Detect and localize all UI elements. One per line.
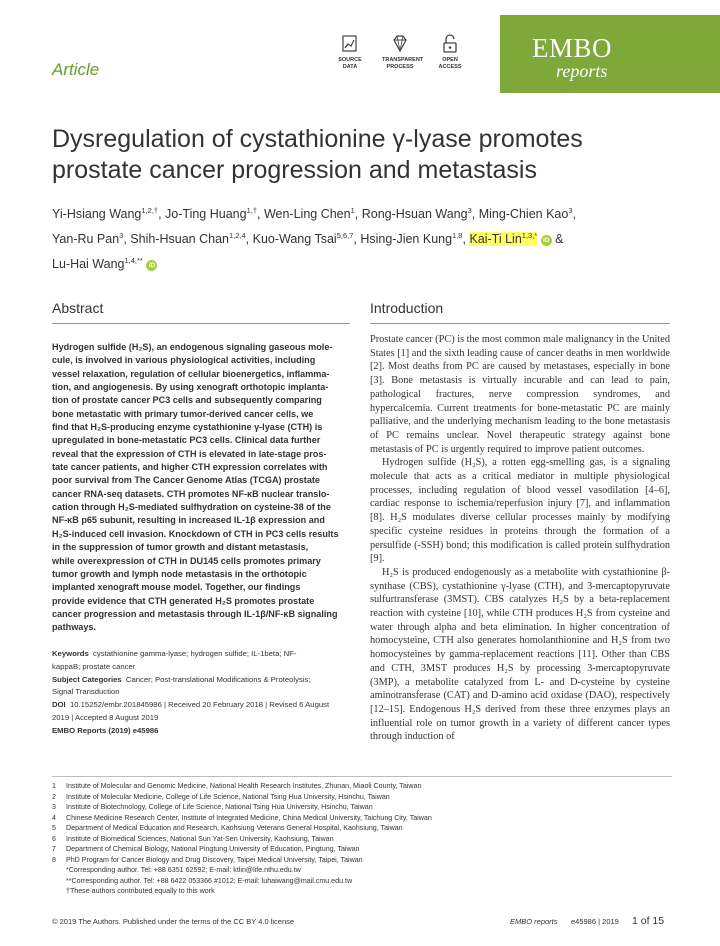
introduction-rule xyxy=(370,323,670,324)
author[interactable]: Kuo-Wang Tsai$^{5,6,7}$ xyxy=(252,231,354,247)
article-title: Dysregulation of cystathionine γ-lyase promotes prostate cancer progression and metastasis xyxy=(52,125,583,184)
introduction-body xyxy=(370,333,670,744)
journal-name: EMBO xyxy=(532,33,613,63)
subject-categories: Subject Categories Cancer; Post-translational Modifications & Proteolysis; xyxy=(52,674,311,684)
author[interactable]: Shih-Hsuan Chan$^{1,2,4}$ xyxy=(130,231,246,247)
source-data-icon xyxy=(341,34,359,54)
corresponding-author: **Corresponding author. Tel: +88 6422 053366 #1012; E-mail: luhaiwang@mail.cmu.edu.tw xyxy=(66,876,353,885)
keywords: Keywords cystathionine gamma-lyase; hydrogen sulfide; IL-1beta; NF- xyxy=(52,649,297,658)
badge-transparent-process[interactable]: TRANSPARENT PROCESS xyxy=(382,34,418,70)
citation: EMBO Reports (2019) e45986 xyxy=(52,725,159,735)
intro-paragraph: Hydrogen sulfide (H₂S), a rotten egg-smelling gas, is a signaling molecule that acts as a critical mediator in multiple physiological processes, including regulation of blood vessel vasodilation [4–6], cardiac response to ischemia/reperfusion injury [7], and inflammation [8]. H₂S modulates diverse cellular processes mainly by modifying specific cysteine residues in proteins through the formation of a persulfide (-SSH) bond; this modification is called protein sulfhydration [9]. xyxy=(370,457,670,565)
article-metadata: Keywords cystathionine gamma-lyase; hydrogen sulfide; IL-1beta; NF- kappaB; prostate cancer Subject Categories Cancer; Post-translational Modifications & Proteolysis; Signal Transduction DOI 10.15252/embr.201845986 | Received 20 February 2018 | Revised 6 August 2019 | Accepted 8 August 2019 EMBO Reports (2019) e45986 xyxy=(52,648,350,738)
equal-contribution-note: †These authors contributed equally to this work xyxy=(66,887,215,895)
article-type-label: Article xyxy=(52,60,100,79)
doi[interactable]: DOI 10.15252/embr.201845986 | Received 20 February 2018 | Revised 6 August xyxy=(52,700,330,710)
footnote-rule xyxy=(52,776,672,777)
intro-paragraph: Prostate cancer (PC) is the most common male malignancy in the United States [1] and the sixth leading cause of cancer deaths in men worldwide [2]. Most deaths from PC are caused by metastases, especially in bone [3]. Bone metastasis is virtually incurable and can lead to pain, pathological fractures, nerve compression syndromes, and hypercalcemia. Current treatments for bone-metastatic PC are mainly palliative, and the underlying mechanism leading to the bone metastasis of PC remains unclear. Novel therapeutic strategy against bone metastasis of PC is urgently required to improve patient outcomes. xyxy=(370,334,670,455)
license-notice: © 2019 The Authors. Published under the terms of the CC BY 4.0 license xyxy=(52,917,295,926)
article-badges xyxy=(332,34,468,70)
orcid-icon[interactable]: iD xyxy=(146,260,157,271)
author[interactable]: Rong-Hsuan Wang$^3$ xyxy=(361,206,472,222)
affiliations: 1 Institute of Molecular and Genomic Medicine, National Health Research Institutes, Zhunan, Miaoli County, Taiwan 2 Institute of Molecular Medicine, College of Life Science, National Tsing Hua University, Hsinchu, Taiwan 3 Institute of Biotechnology, College of Life Science, National Tsing Hua University, Hsinchu, Taiwan 4 Chinese Medicine Research Center, Institute of Integrated Medicine, China Medical University, Taichung City, Taiwan 5 Department of Medical Education and Research, Kaohsiung Veterans General Hospital, Kaohsiung, Taiwan 6 Institute of Biomedical Sciences, National Sun Yat-Sen University, Kaohsiung, Taiwan 7 Department of Chemical Biology, National Pingtung University of Education, Pingtung, Taiwan 8 PhD Program for Cancer Biology and Drug Discovery, Taipei Medical University, Taipei, Taiwan *Corresponding author. Tel: +88 6351 62592; E-mail: ktlin@life.nthu.edu.tw **Corresponding author. Tel: +88 6422 053366 #1012; E-mail: luhaiwang@mail.cmu.edu.tw †These authors contributed equally to this work xyxy=(52,781,672,897)
author[interactable]: Yan-Ru Pan$^3$ xyxy=(52,231,124,247)
diamond-icon xyxy=(391,34,409,54)
author[interactable]: Jo-Ting Huang$^{1,\dagger}$ xyxy=(165,206,257,222)
journal-subtitle: reports xyxy=(556,61,608,81)
author[interactable]: Ming-Chien Kao$^3$ xyxy=(478,206,573,222)
author[interactable]: Lu-Hai Wang$^{1,4,**}$ xyxy=(52,256,143,272)
author-list: Yi-Hsiang Wang$^{1,2,\dagger}$, Jo-Ting Huang$^{1,\dagger}$, Wen-Ling Chen$^1$, Rong-Hsuan Wang$^3$, Ming-Chien Kao$^3$, Yan-Ru Pan$^3$, Shih-Hsuan Chan$^{1,2,4}$, Kuo-Wang Tsai$^{5,6,7}$, Hsing-Jien Kung$^{1,8}$, Kai-Ti Lin$^{1,3,*}$ iD & Lu-Hai Wang$^{1,4,**}$ iD xyxy=(52,206,576,272)
footer-journal: EMBO reports xyxy=(510,917,558,926)
author[interactable]: Yi-Hsiang Wang$^{1,2,\dagger}$ xyxy=(52,206,159,222)
abstract-body: Hydrogen sulfide (H₂S), an endogenous signaling gaseous mole- cule, is involved in various physiological activities, including vessel relaxation, regulation of cellular bioenergetics, inflamma- tion, and angiogenesis. By using xenograft orthotopic implanta- tion of prostate cancer PC3 cells and subsequently comparing bone metastatic with primary tumor-derived cancer cells, we find that H₂S-producing enzyme cystathionine γ-lyase (CTH) is upregulated in bone-metastatic PC3 cells. Clinical data further reveal that the expression of CTH is elevated in late-stage pros- tate cancer patients, and higher CTH expression correlates with poor survival from The Cancer Genome Atlas (TCGA) prostate cancer RNA-seq datasets. CTH promotes NF-κB nuclear translo- cation through H₂S-mediated sulfhydration on cysteine-38 of the NF-κB p65 subunit, resulting in increased IL-1β expression and H₂S-induced cell invasion. Knockdown of CTH in PC3 cells results in the suppression of tumor growth and distant metastasis, while overexpression of CTH in DU145 cells promotes primary tumor growth and lymph node metastasis in the orthotopic implanted xenograft mouse model. Together, our findings provide evidence that CTH generated H₂S promotes prostate cancer progression and metastasis through IL-1β/NF-κB signaling pathways. xyxy=(52,342,339,633)
badge-open-access[interactable]: OPEN ACCESS xyxy=(432,34,468,70)
abstract-rule xyxy=(52,323,350,324)
footer-citation: e45986 | 2019 xyxy=(571,917,619,926)
open-lock-icon xyxy=(441,34,459,54)
abstract-heading: Abstract xyxy=(52,300,104,316)
page-number: 1 of 15 xyxy=(632,915,665,927)
journal-logo[interactable] xyxy=(500,15,720,93)
introduction-heading: Introduction xyxy=(370,300,444,316)
corresponding-author: *Corresponding author. Tel: +88 6351 62592; E-mail: ktlin@life.nthu.edu.tw xyxy=(66,866,301,874)
author[interactable]: Hsing-Jien Kung$^{1,8}$ xyxy=(360,231,463,247)
orcid-icon[interactable]: iD xyxy=(541,235,552,246)
author-highlighted[interactable]: Kai-Ti Lin$^{1,3,*}$ xyxy=(469,231,538,247)
intro-paragraph: H₂S is produced endogenously as a metabolite with cystathionine β-synthase (CBS), cystathionine γ-lyase (CTH), and 3-mercaptopyruvate sulfurtransferase (3MST). CBS catalyzes H₂S by a beta-replacement reaction with cysteine [10], while CTH produces H₂S from cysteine and water through alpha and beta elimination. In higher concentration of homocysteine, CTH also generates homolanthionine and H₂S from two homocysteines by gamma-replacement reactions [11]. Other than CBS and CTH, 3MST produces H₂S by processing 3-mercaptopyruvate (3MP), a metabolite catalyzed from L- and D-cysteine by cysteine aminotransferase (CAT) and D-amino acid oxidase (DAO), respectively [12–15]. Endogenous H₂S derived from these three enzymes plays an influential role on tumor growth in a variety of different cancer types through induction of xyxy=(370,566,670,743)
badge-source-data[interactable]: SOURCE DATA xyxy=(332,34,368,70)
author[interactable]: Wen-Ling Chen$^1$ xyxy=(263,206,355,222)
